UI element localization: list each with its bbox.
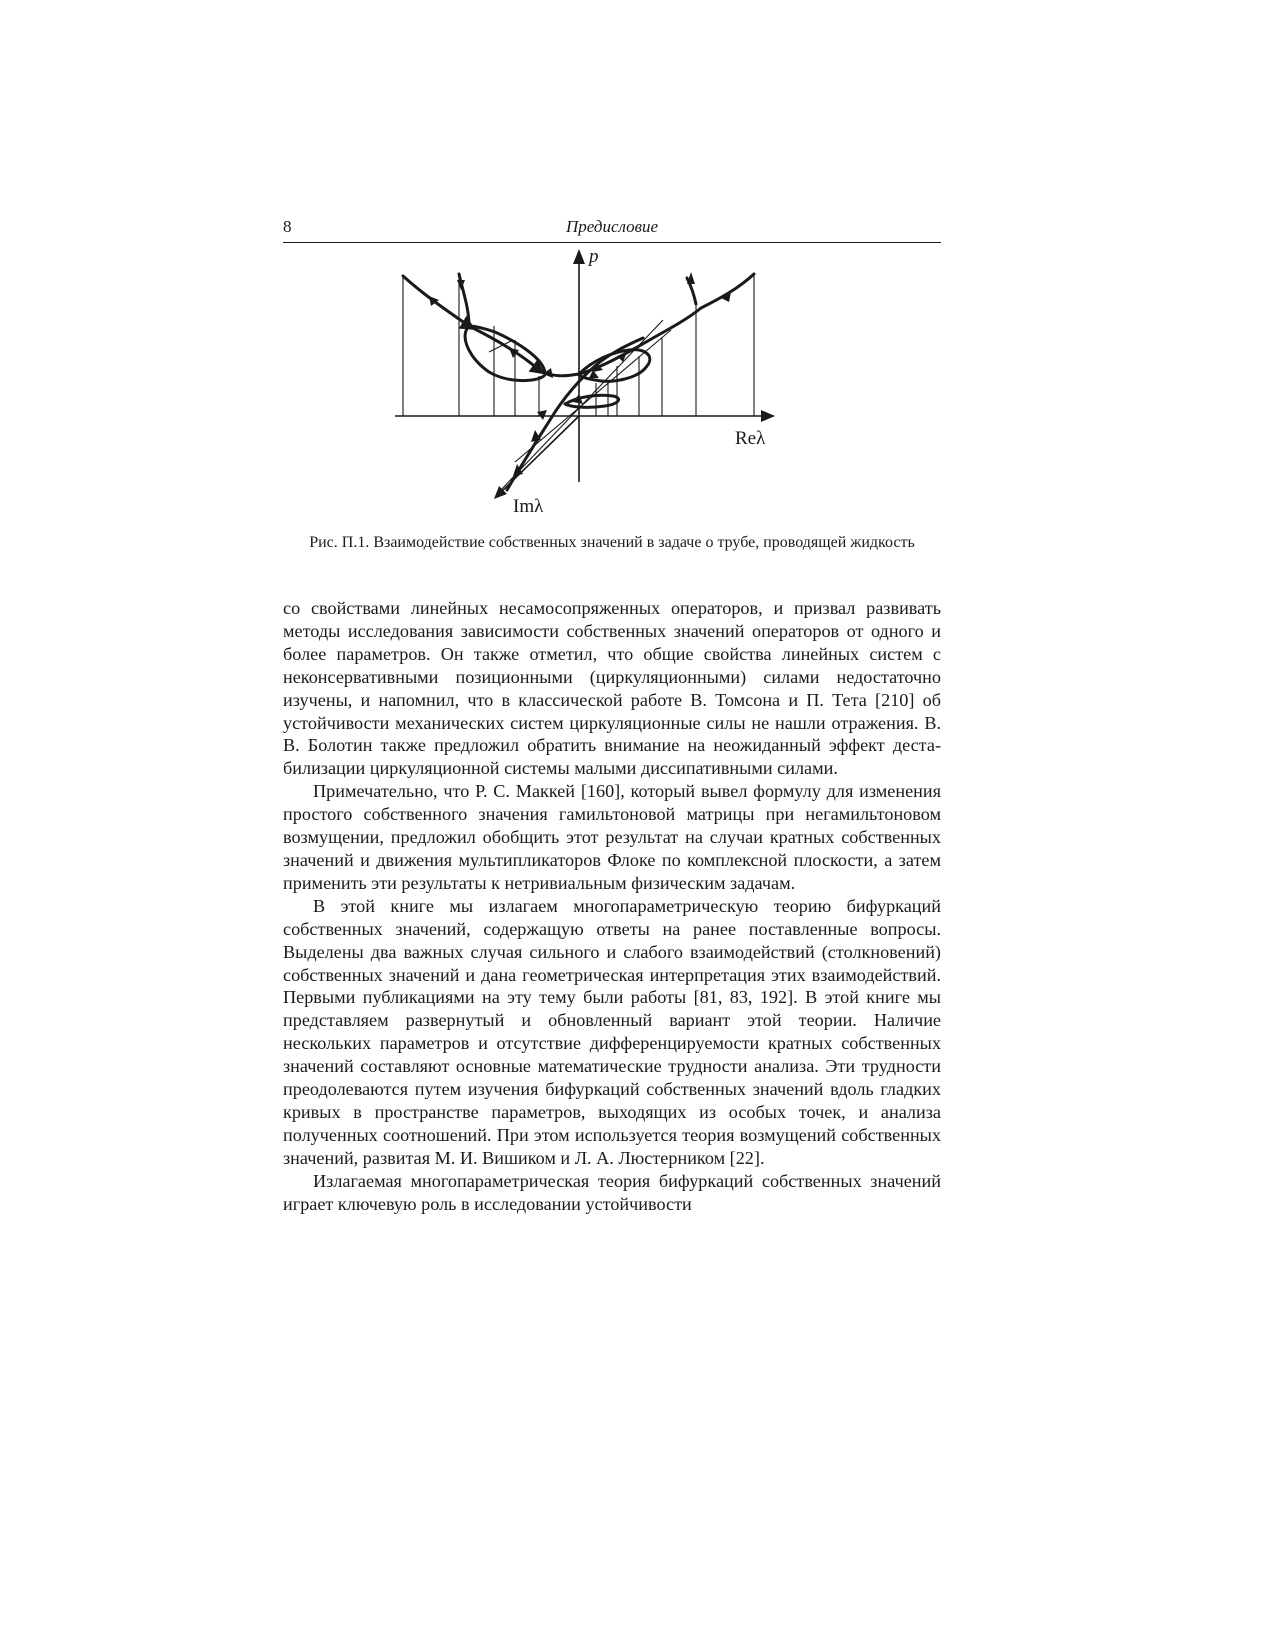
page-header: [283, 215, 941, 243]
horizontal-axis-label: Reλ: [735, 428, 766, 449]
depth-axis-label: Imλ: [513, 496, 544, 517]
left-branch: [403, 276, 579, 376]
figure-caption: Рис. П.1. Взаимодействие собственных значений в задаче о трубе, проводящей жидкость: [309, 534, 915, 551]
running-title: Предисловие: [565, 217, 659, 236]
page-number: 8: [283, 217, 292, 236]
eigenvalue-diagram: [283, 248, 941, 530]
vertical-axis-label: p: [589, 248, 599, 267]
paragraph: Примечательно, что Р. С. Маккей [160], который вывел формулу для изменения простого собственного значения гамильтоновой матрицы при негамильтоновом возмущении, предложил обобщить этот результат на случаи кратных собственных значений и движения мультипликаторов Флоке по комплексной плоскости, а затем применить эти результаты к нетривиальным физическим задачам.: [283, 781, 941, 893]
paragraph: Излагаемая многопараметрическая теория бифуркаций собственных значений играет ключевую роль в исследовании устойчивости: [283, 1170, 941, 1214]
eigenvalue-figure: [283, 248, 941, 530]
paragraph: со свойствами линейных несамосопряженных операторов, и призвал развивать методы исследования зависимости собственных значений операторов от одного и более параметров. Он также отметил, что общие свойства линейных систем с неконсервативными позиционными (циркуляционными) силами недостаточно изучены, и напомнил, что в классической работе В. Томсона и П. Тета [210] об устойчивости механических систем циркуляционные силы не нашли отражения. В. В. Болотин также предложил обратить внимание на неожиданный эффект дестабилизации циркуляционной системы малыми диссипативными силами.: [283, 598, 941, 779]
horizontal-axis-arrow: [761, 410, 775, 422]
body-text: [283, 597, 941, 1215]
vertical-axis-arrow: [573, 249, 585, 264]
left-loop: [465, 326, 545, 381]
paragraph: В этой книге мы излагаем многопараметрическую теорию бифуркаций собственных значений, содержащую ответы на ранее поставленные вопросы. Выделены два важных случая сильного и слабого взаимодействий (столкновений) собственных значений и дана геометрическая интерпретация этих взаимодействий. Первыми публикациями на эту тему были работы [81, 83, 192]. В этой книге мы представляем развернутый и обновленный вариант этой теории. Наличие нескольких параметров и отсутствие дифференцируемости кратных собственных значений составляют основные математические трудности анализа. Эти трудности преодолеваются путем изучения бифуркаций собственных значений вдоль гладких кривых в пространстве параметров, выходящих из особых точек, и анализа полученных соотношений. При этом используется теория возмущений собственных значений, развитая М. И. Вишиком и Л. А. Люстерником [22].: [283, 895, 941, 1168]
